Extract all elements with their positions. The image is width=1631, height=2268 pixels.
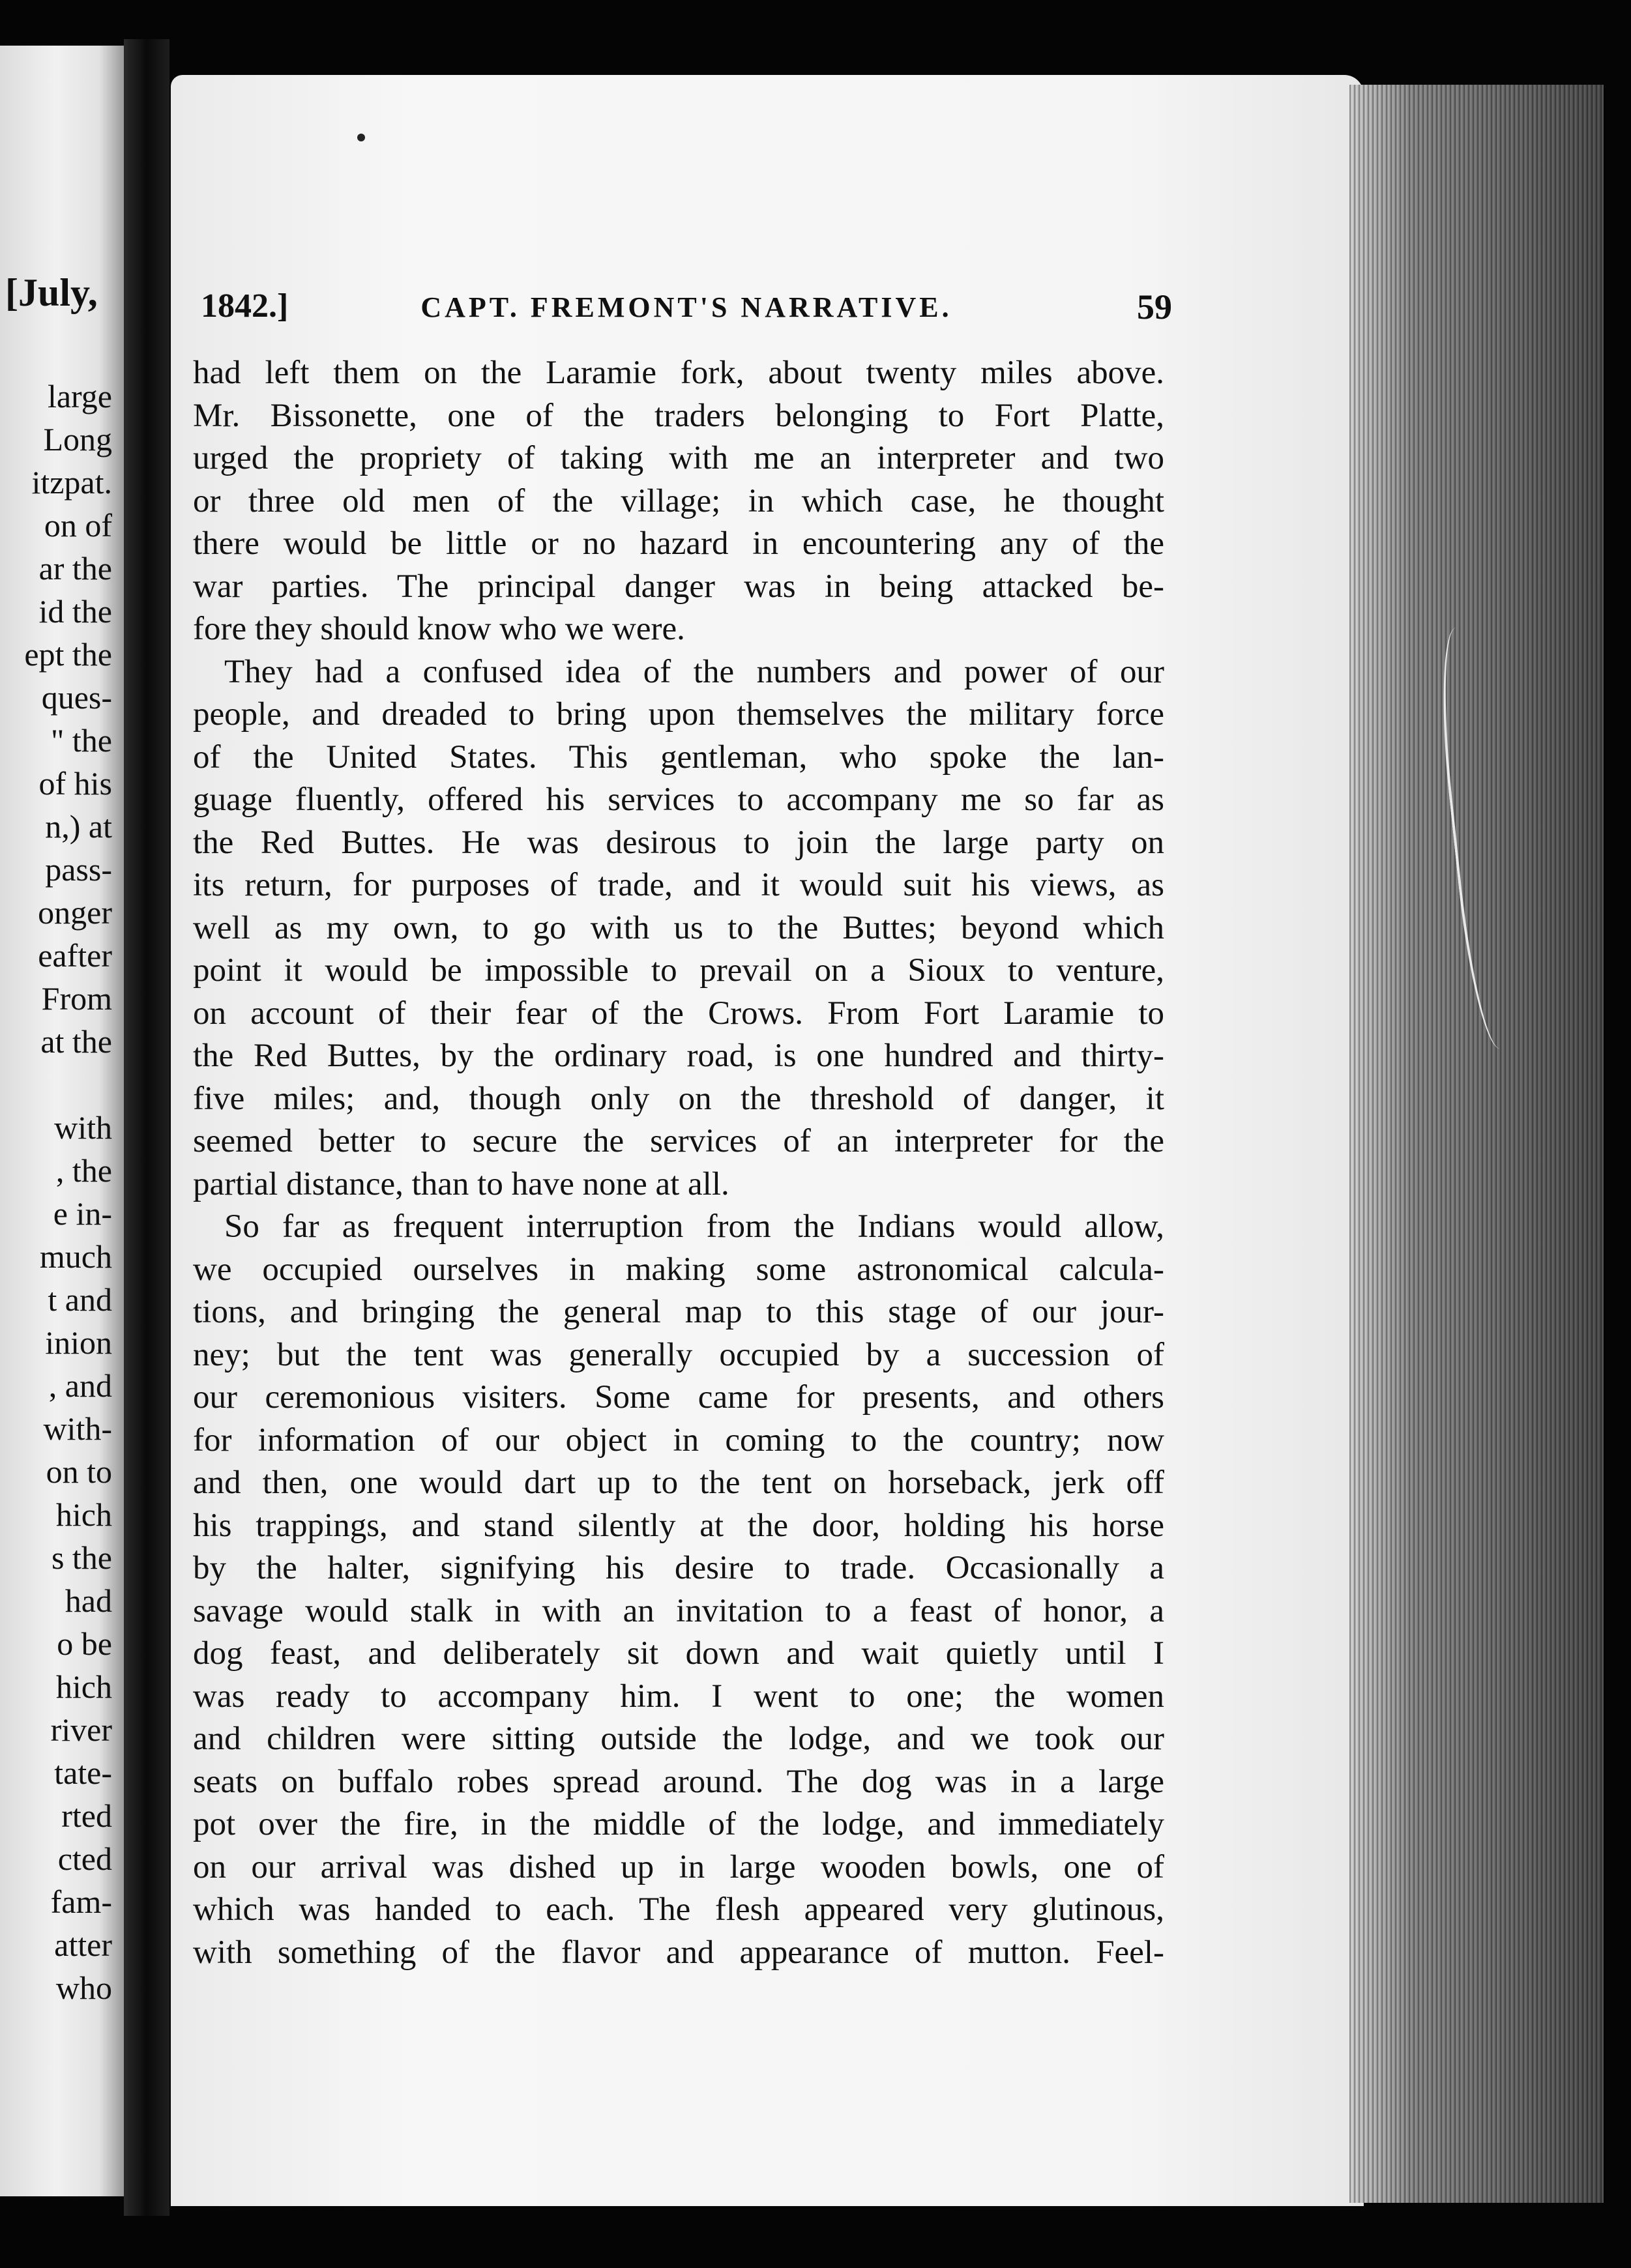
text-line: five miles; and, though only on the threshold of danger, it [193, 1080, 1164, 1117]
text-line: partial distance, than to have none at all. [193, 1165, 729, 1202]
text-line: the Red Buttes, by the ordinary road, is one hundred and thirty- [193, 1038, 1164, 1074]
text-line: tions, and bringing the general map to this stage of our jour- [193, 1294, 1164, 1330]
text-line: with something of the flavor and appearance of mutton. Feel- [193, 1934, 1164, 1971]
text-line: war parties. The principal danger was in being attacked be- [193, 568, 1164, 605]
facing-line: at the [40, 1023, 112, 1060]
facing-line: atter [54, 1926, 112, 1963]
page-number: 59 [1137, 287, 1172, 327]
text-line: pot over the fire, in the middle of the lodge, and immediately [193, 1806, 1164, 1842]
page-fore-edge [1349, 85, 1604, 2203]
text-line: seemed better to secure the services of an interpreter for the [193, 1123, 1164, 1159]
facing-line: eafter [38, 937, 112, 974]
text-line: urged the propriety of taking with me an interpreter and two [193, 440, 1164, 476]
text-line: the Red Buttes. He was desirous to join the large party on [193, 824, 1164, 861]
facing-line: who [55, 1970, 112, 2006]
text-line: on account of their fear of the Crows. From Fort Laramie to [193, 995, 1164, 1032]
facing-line: river [50, 1711, 112, 1748]
text-line: there would be little or no hazard in encountering any of the [193, 525, 1164, 562]
page-body-text [193, 352, 1164, 1974]
facing-line: " the [51, 722, 112, 759]
text-line: dog feast, and deliberately sit down and wait quietly until I [193, 1635, 1164, 1672]
facing-line: with [54, 1109, 112, 1146]
text-line: which was handed to each. The flesh appeared very glutinous, [193, 1891, 1164, 1928]
facing-line: on to [46, 1453, 112, 1490]
text-line: well as my own, to go with us to the Buttes; beyond which [193, 909, 1164, 946]
text-line: of the United States. This gentleman, who spoke the lan- [193, 738, 1164, 776]
facing-line: had [65, 1582, 112, 1619]
facing-line: t and [48, 1281, 112, 1318]
text-line: was ready to accompany him. I went to one; the women [193, 1678, 1164, 1715]
facing-line: , the [55, 1152, 112, 1189]
facing-line: hich [55, 1668, 112, 1705]
facing-line: itzpat. [31, 464, 112, 501]
text-line: point it would be impossible to prevail on a Sioux to venture, [193, 952, 1164, 989]
text-line: our ceremonious visiters. Some came for presents, and others [193, 1379, 1164, 1416]
facing-line: ar the [38, 550, 112, 587]
text-line: fore they should know who we were. [193, 611, 685, 647]
running-head [201, 287, 1172, 332]
text-line: and then, one would dart up to the tent on horseback, jerk off [193, 1464, 1164, 1501]
text-line: guage fluently, offered his services to accompany me so far as [193, 781, 1164, 818]
text-line: had left them on the Laramie fork, about twenty miles above. [193, 355, 1164, 391]
text-line: They had a confused idea of the numbers and power of our [224, 653, 1164, 690]
facing-line: much [39, 1238, 112, 1275]
text-line: by the halter, signifying his desire to trade. Occasionally a [193, 1550, 1164, 1586]
text-line: his trappings, and stand silently at the door, holding his horse [193, 1507, 1164, 1544]
facing-line: id the [38, 593, 112, 630]
facing-line: ept the [24, 636, 112, 673]
running-head-title: CAPT. FREMONT'S NARRATIVE. [420, 291, 952, 323]
facing-line: with- [43, 1410, 112, 1447]
facing-line: s the [51, 1539, 112, 1576]
text-line: for information of our object in coming to the country; now [193, 1421, 1164, 1459]
book-gutter [124, 39, 169, 2216]
facing-page-line-ends [24, 375, 112, 2009]
ink-speck [357, 134, 365, 141]
running-head-year: 1842.] [201, 287, 289, 325]
facing-line [24, 1063, 112, 1106]
text-line: So far as frequent interruption from the Indians would allow, [224, 1208, 1164, 1245]
text-line: on our arrival was dished up in large wooden bowls, one of [193, 1848, 1164, 1885]
text-line: we occupied ourselves in making some astronomical calcula- [193, 1251, 1164, 1288]
facing-line: on of [44, 507, 112, 544]
facing-line: rted [61, 1797, 112, 1834]
text-line: seats on buffalo robes spread around. The dog was in a large [193, 1763, 1164, 1800]
facing-line: of his [38, 765, 112, 802]
facing-line: , and [48, 1367, 112, 1404]
facing-line: onger [38, 894, 112, 931]
facing-page [0, 46, 124, 2196]
text-line: people, and dreaded to bring upon themselves the military force [193, 696, 1164, 733]
facing-line: tate- [54, 1754, 112, 1791]
text-line: or three old men of the village; in which case, he thought [193, 482, 1164, 519]
facing-line: n,) at [45, 808, 112, 845]
facing-line: inion [45, 1324, 112, 1361]
facing-line: From [41, 980, 112, 1017]
text-line: its return, for purposes of trade, and it would suit his views, as [193, 867, 1164, 903]
text-line: and children were sitting outside the lodge, and we took our [193, 1721, 1164, 1757]
text-line: Mr. Bissonette, one of the traders belonging to Fort Platte, [193, 397, 1164, 434]
facing-line: hich [55, 1496, 112, 1533]
facing-page-running-head: [July, [5, 271, 98, 314]
facing-line: pass- [45, 851, 112, 888]
text-line: ney; but the tent was generally occupied by a succession of [193, 1336, 1164, 1373]
facing-line: large [47, 378, 112, 414]
text-line: savage would stalk in with an invitation to a feast of honor, a [193, 1592, 1164, 1629]
facing-line: fam- [50, 1883, 112, 1920]
facing-line: cted [57, 1840, 112, 1877]
facing-line: ques- [41, 679, 112, 716]
facing-line: Long [43, 421, 112, 458]
facing-line: e in- [53, 1195, 112, 1232]
facing-line: o be [57, 1625, 112, 1662]
